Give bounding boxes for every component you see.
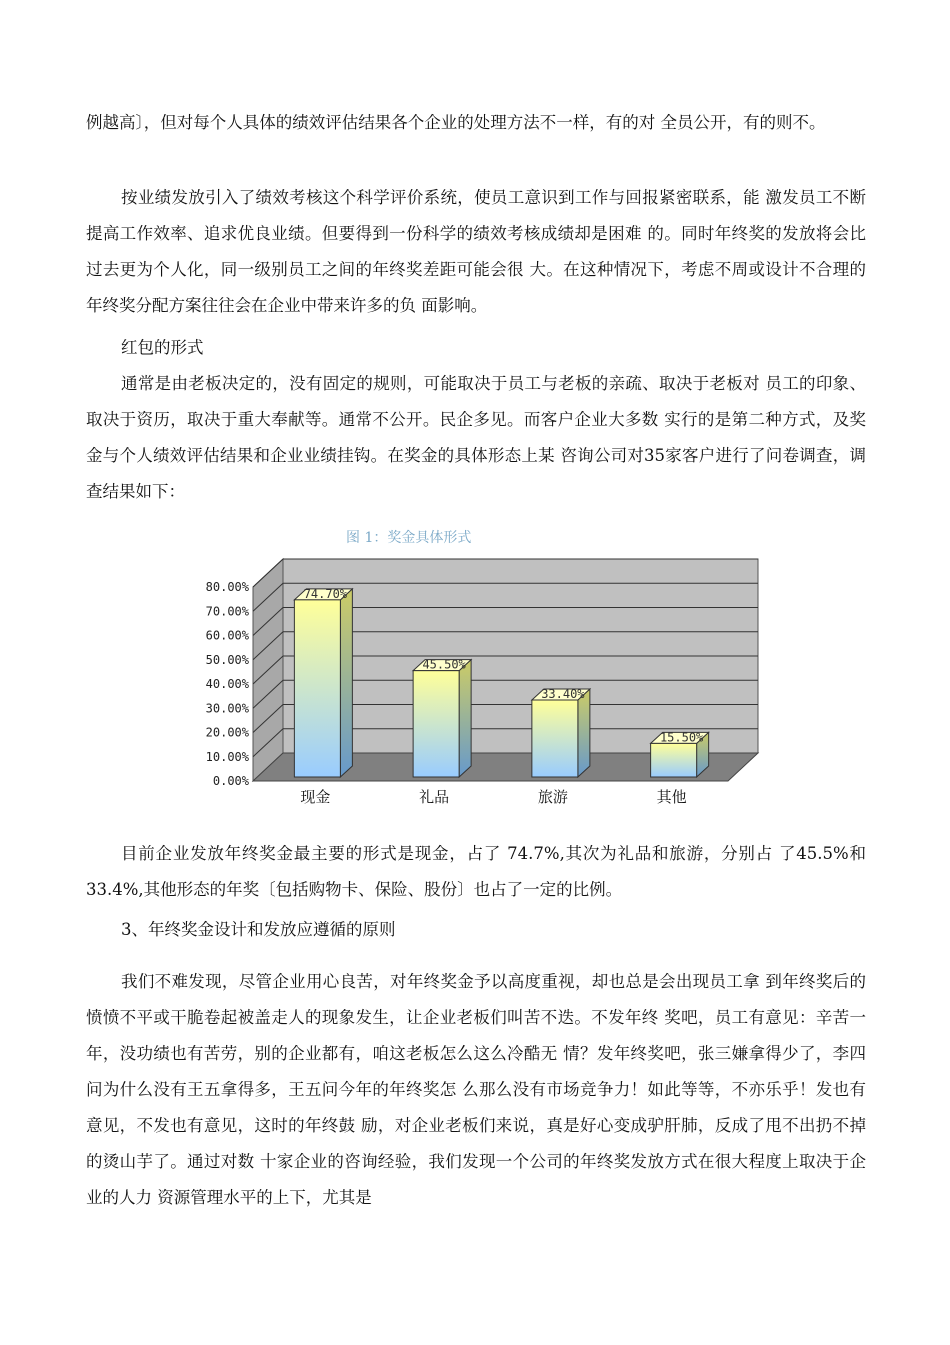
y-tick-label: 70.00% bbox=[205, 604, 249, 619]
data-label: 33.40% bbox=[541, 687, 585, 702]
paragraph-4: 目前企业发放年终奖金最主要的形式是现金，占了 74.7%,其次为礼品和旅游，分别占 了45.5%和33.4%,其他形态的年奖〔包括购物卡、保险、股份〕也占了一定的比例。 bbox=[86, 844, 866, 899]
bar-side bbox=[578, 689, 590, 777]
category-label: 其他 bbox=[656, 788, 687, 806]
y-tick-label: 40.00% bbox=[205, 677, 249, 691]
category-label: 旅游 bbox=[537, 788, 568, 806]
data-label: 74.70% bbox=[303, 586, 348, 601]
data-label: 15.50% bbox=[659, 730, 704, 745]
bar-side bbox=[340, 589, 352, 777]
y-tick-label: 60.00% bbox=[205, 628, 249, 643]
paragraph-3: 通常是由老板决定的，没有固定的规则，可能取决于员工与老板的亲疏、取决于老板对 员工的印象、取决于资历，取决于重大奉献等。通常不公开。民企多见。而客户企业大多数 实行的是第二种方式，及奖金与个人绩效评估结果和企业业绩挂钩。在奖金的具体形态上某 咨询公司对35家客户进行了问卷调查，调查结果如下： bbox=[86, 374, 866, 501]
bar bbox=[532, 700, 578, 777]
bar bbox=[413, 671, 459, 777]
y-tick-label: 10.00% bbox=[205, 749, 249, 764]
paragraph-1: 例越高〕，但对每个人具体的绩效评估结果各个企业的处理方法不一样，有的对 全员公开，有的则不。 bbox=[86, 113, 826, 132]
paragraph-2: 按业绩发放引入了绩效考核这个科学评价系统，使员工意识到工作与回报紧密联系，能 激发员工不断提高工作效率、追求优良业绩。但要得到一份科学的绩效考核成绩却是困难 的。同时年终奖的发放将会比过去更为个人化，同一级别员工之间的年终奖差距可能会很 大。在这种情况下，考虑不周或设计不合理的年终奖分配方案往往会在企业中带来许多的负 面影响。 bbox=[86, 188, 866, 315]
bar bbox=[651, 743, 697, 777]
y-tick-label: 30.00% bbox=[205, 701, 249, 716]
y-tick-label: 20.00% bbox=[205, 725, 249, 740]
category-label: 礼品 bbox=[419, 788, 450, 806]
category-label: 现金 bbox=[300, 788, 331, 806]
y-tick-label: 0.00% bbox=[212, 774, 249, 788]
bar bbox=[294, 600, 340, 777]
section-heading-principles: 3、年终奖金设计和发放应遵循的原则 bbox=[121, 920, 396, 939]
chart-caption: 图 1：奖金具体形式 bbox=[346, 530, 472, 546]
y-tick-label: 50.00% bbox=[205, 652, 249, 667]
bar-side bbox=[459, 660, 471, 777]
y-tick-label: 80.00% bbox=[205, 580, 249, 594]
paragraph-5: 我们不难发现，尽管企业用心良苦，对年终奖金予以高度重视，却也总是会出现员工拿 到年终奖后的愤愤不平或干脆卷起被盖走人的现象发生，让企业老板们叫苦不迭。不发年终 奖吧，员工有意见：辛苦一年，没功绩也有苦劳，别的企业都有，咱这老板怎么这么冷酷无 情？发年终奖吧，张三嫌拿得少了，李四问为什么没有王五拿得多，王五问今年的年终奖怎 么那么没有市场竞争力！如此等等，不亦乐乎！发也有意见，不发也有意见，这时的年终鼓 励，对企业老板们来说，真是好心变成驴肝肺，反成了甩不出扔不掉的烫山芋了。通过对数 十家企业的咨询经验，我们发现一个公司的年终奖发放方式在很大程度上取决于企业的人力 资源管理水平的上下，尤其是 bbox=[86, 972, 866, 1207]
section-heading-red-envelope: 红包的形式 bbox=[121, 338, 204, 357]
bonus-form-bar-chart bbox=[188, 548, 778, 810]
data-label: 45.50% bbox=[422, 657, 466, 672]
